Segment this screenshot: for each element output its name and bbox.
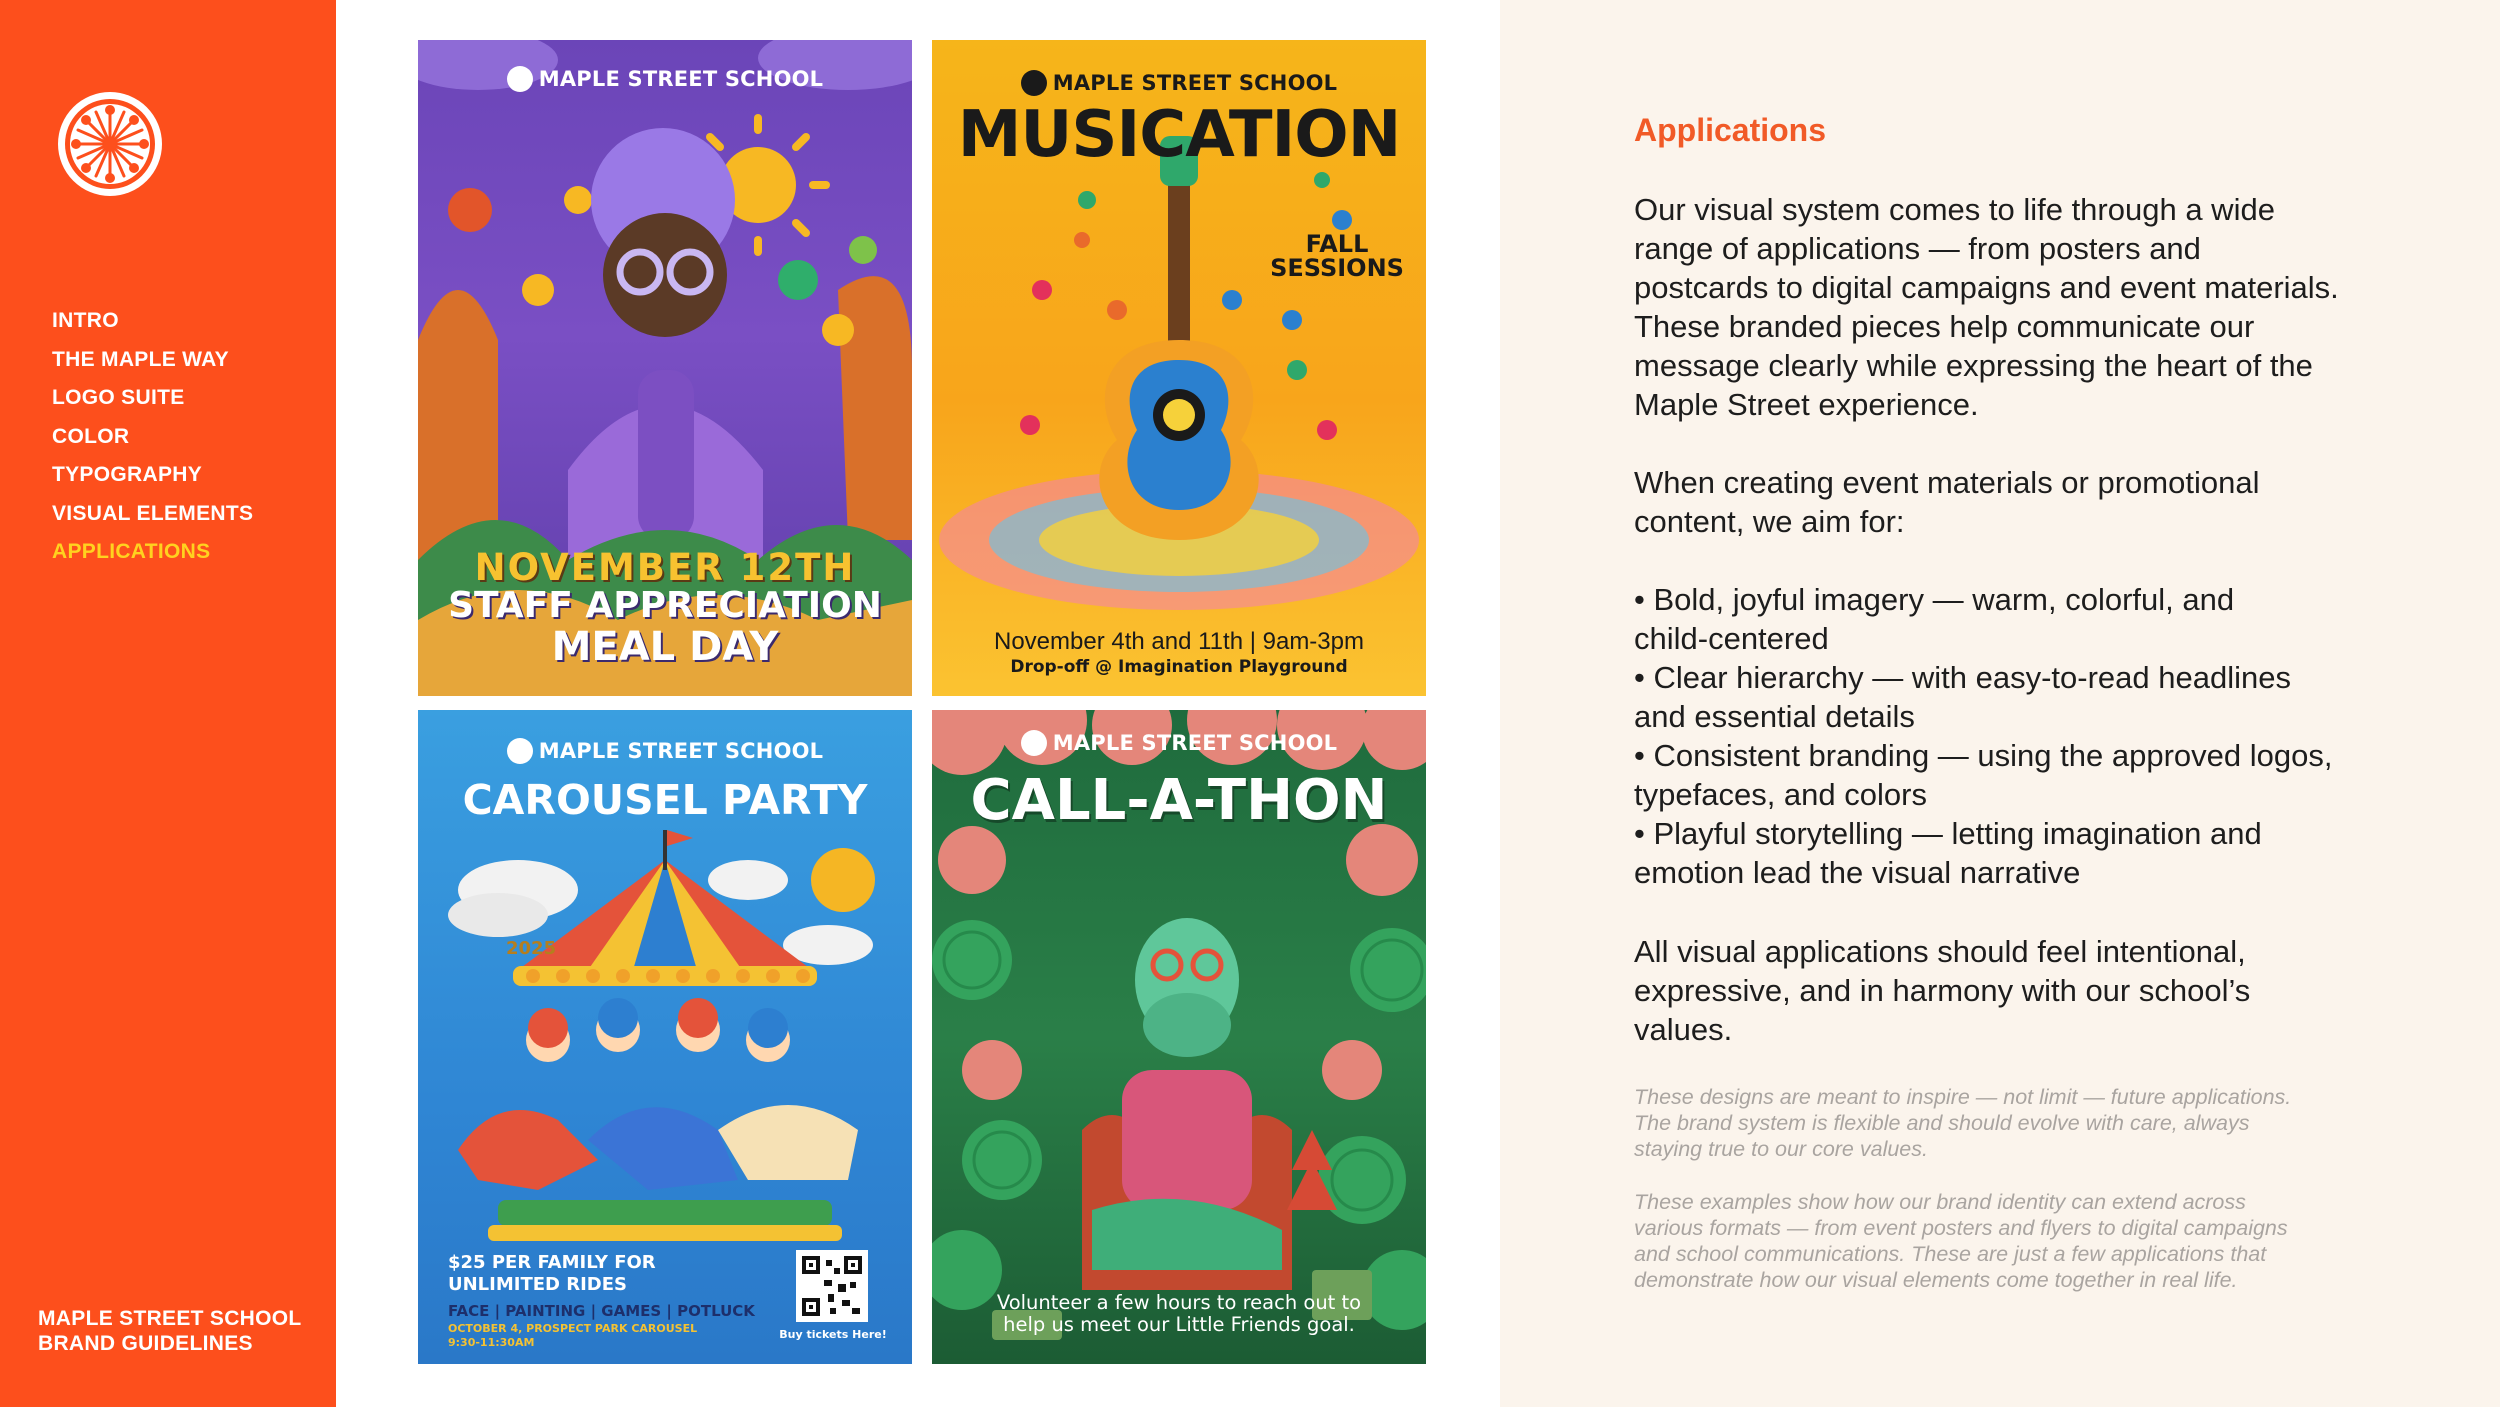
sidebar bbox=[0, 0, 336, 1407]
examples-note: These examples show how our brand identity can extend across various formats — from event posters and flyers to digital campaigns and school communications. These are just a few applications that demonstrate how our visual elements come together in real life. bbox=[1634, 1190, 2288, 1292]
nav-item-typography[interactable]: TYPOGRAPHY bbox=[52, 463, 203, 486]
music-poster-subtitle bbox=[1262, 232, 1412, 280]
intro-paragraph-text: Our visual system comes to life through a wide range of applications — from posters and postcards to digital campaigns and event materials. These branded pieces help communicate our message clearly while expressing the heart of the Maple Street experience. bbox=[1634, 192, 2339, 422]
carousel-poster-activities: FACE | PAINTING | GAMES | POTLUCK bbox=[448, 1302, 755, 1320]
music-poster-subtitle-line2: SESSIONS bbox=[1270, 254, 1404, 282]
nav-item-logo-suite[interactable]: LOGO SUITE bbox=[52, 386, 185, 409]
nav-item-color[interactable]: COLOR bbox=[52, 424, 130, 448]
sidebar-footer bbox=[38, 1306, 302, 1356]
carousel-poster-year: 2025 bbox=[506, 938, 557, 959]
music-poster-brand: MAPLE STREET SCHOOL bbox=[932, 70, 1426, 96]
school-mark-icon bbox=[1021, 70, 1047, 96]
music-poster-title: MUSICATION bbox=[957, 98, 1401, 172]
staff-poster-title-line1: STAFF APPRECIATION bbox=[448, 585, 882, 626]
staff-poster-date: NOVEMBER 12TH bbox=[474, 546, 856, 589]
footer-school-name: MAPLE STREET SCHOOL bbox=[38, 1307, 302, 1330]
aims-intro-text: When creating event materials or promotional content, we aim for: bbox=[1634, 465, 2260, 539]
music-poster-location: Drop-off @ Imagination Playground bbox=[1010, 657, 1348, 677]
callathon-poster-message-line2: help us meet our Little Friends goal. bbox=[1003, 1313, 1355, 1336]
maple-burst-logo-icon bbox=[56, 90, 164, 198]
poster-staff-appreciation[interactable] bbox=[418, 40, 912, 696]
qr-code-icon[interactable] bbox=[796, 1250, 868, 1322]
school-mark-icon bbox=[507, 738, 533, 764]
nav-item-applications[interactable]: APPLICATIONS bbox=[52, 540, 211, 563]
music-poster-dates: November 4th and 11th | 9am-3pm bbox=[994, 628, 1364, 655]
school-mark-icon bbox=[507, 66, 533, 92]
staff-poster-title-line2: MEAL DAY bbox=[551, 624, 779, 670]
staff-poster-brand: MAPLE STREET SCHOOL bbox=[418, 66, 912, 92]
carousel-poster-price bbox=[448, 1252, 656, 1296]
poster-call-a-thon[interactable] bbox=[932, 710, 1426, 1364]
qr-caption: Buy tickets Here! bbox=[779, 1328, 887, 1341]
qr-code-pattern bbox=[802, 1256, 862, 1316]
poster-carousel-party[interactable] bbox=[418, 710, 912, 1364]
callathon-poster-message bbox=[932, 1292, 1426, 1336]
nav-item-the-maple-way[interactable]: THE MAPLE WAY bbox=[52, 347, 229, 371]
school-mark-icon bbox=[1021, 730, 1047, 756]
aims-bullet-text: • Bold, joyful imagery — warm, colorful, and child-centered • Clear hierarchy — with easy-to-read headlines and essential details • Consistent branding — using the approved logos, typefaces, and colors • Playful storytelling — letting imagination and emotion lead the visual narrative bbox=[1634, 582, 2333, 890]
carousel-poster-location: OCTOBER 4, PROSPECT PARK CAROUSEL bbox=[448, 1322, 698, 1335]
callathon-poster-brand: MAPLE STREET SCHOOL bbox=[932, 730, 1426, 756]
aims-bullet-list bbox=[1634, 580, 2394, 892]
carousel-poster-price-line1: $25 PER FAMILY FOR bbox=[448, 1252, 656, 1273]
closing-paragraph-text: All visual applications should feel intentional, expressive, and in harmony with our school’s values. bbox=[1634, 934, 2251, 1047]
sidebar-nav bbox=[52, 306, 253, 576]
nav-item-visual-elements[interactable]: VISUAL ELEMENTS bbox=[52, 501, 254, 525]
inspiration-note: These designs are meant to inspire — not limit — future applications. The brand system is flexible and should evolve with care, always staying true to our core values. bbox=[1634, 1085, 2292, 1161]
page-title: Applications bbox=[1634, 112, 1827, 148]
carousel-poster-brand: MAPLE STREET SCHOOL bbox=[418, 738, 912, 764]
nav-item-intro[interactable]: INTRO bbox=[52, 309, 119, 332]
footer-doc-title: BRAND GUIDELINES bbox=[38, 1332, 253, 1355]
carousel-poster-title: CAROUSEL PARTY bbox=[462, 776, 868, 824]
callathon-poster-message-line1: Volunteer a few hours to reach out to bbox=[996, 1291, 1362, 1314]
carousel-poster-time: 9:30-11:30AM bbox=[448, 1336, 535, 1349]
intro-paragraph bbox=[1634, 190, 2394, 424]
carousel-poster-price-line2: UNLIMITED RIDES bbox=[448, 1274, 627, 1295]
closing-paragraph bbox=[1634, 932, 2394, 1049]
music-poster-subtitle-line1: FALL bbox=[1305, 230, 1369, 258]
callathon-poster-title: CALL-A-THON bbox=[970, 768, 1388, 833]
aims-intro-paragraph bbox=[1634, 463, 2394, 541]
poster-musication[interactable] bbox=[932, 40, 1426, 696]
